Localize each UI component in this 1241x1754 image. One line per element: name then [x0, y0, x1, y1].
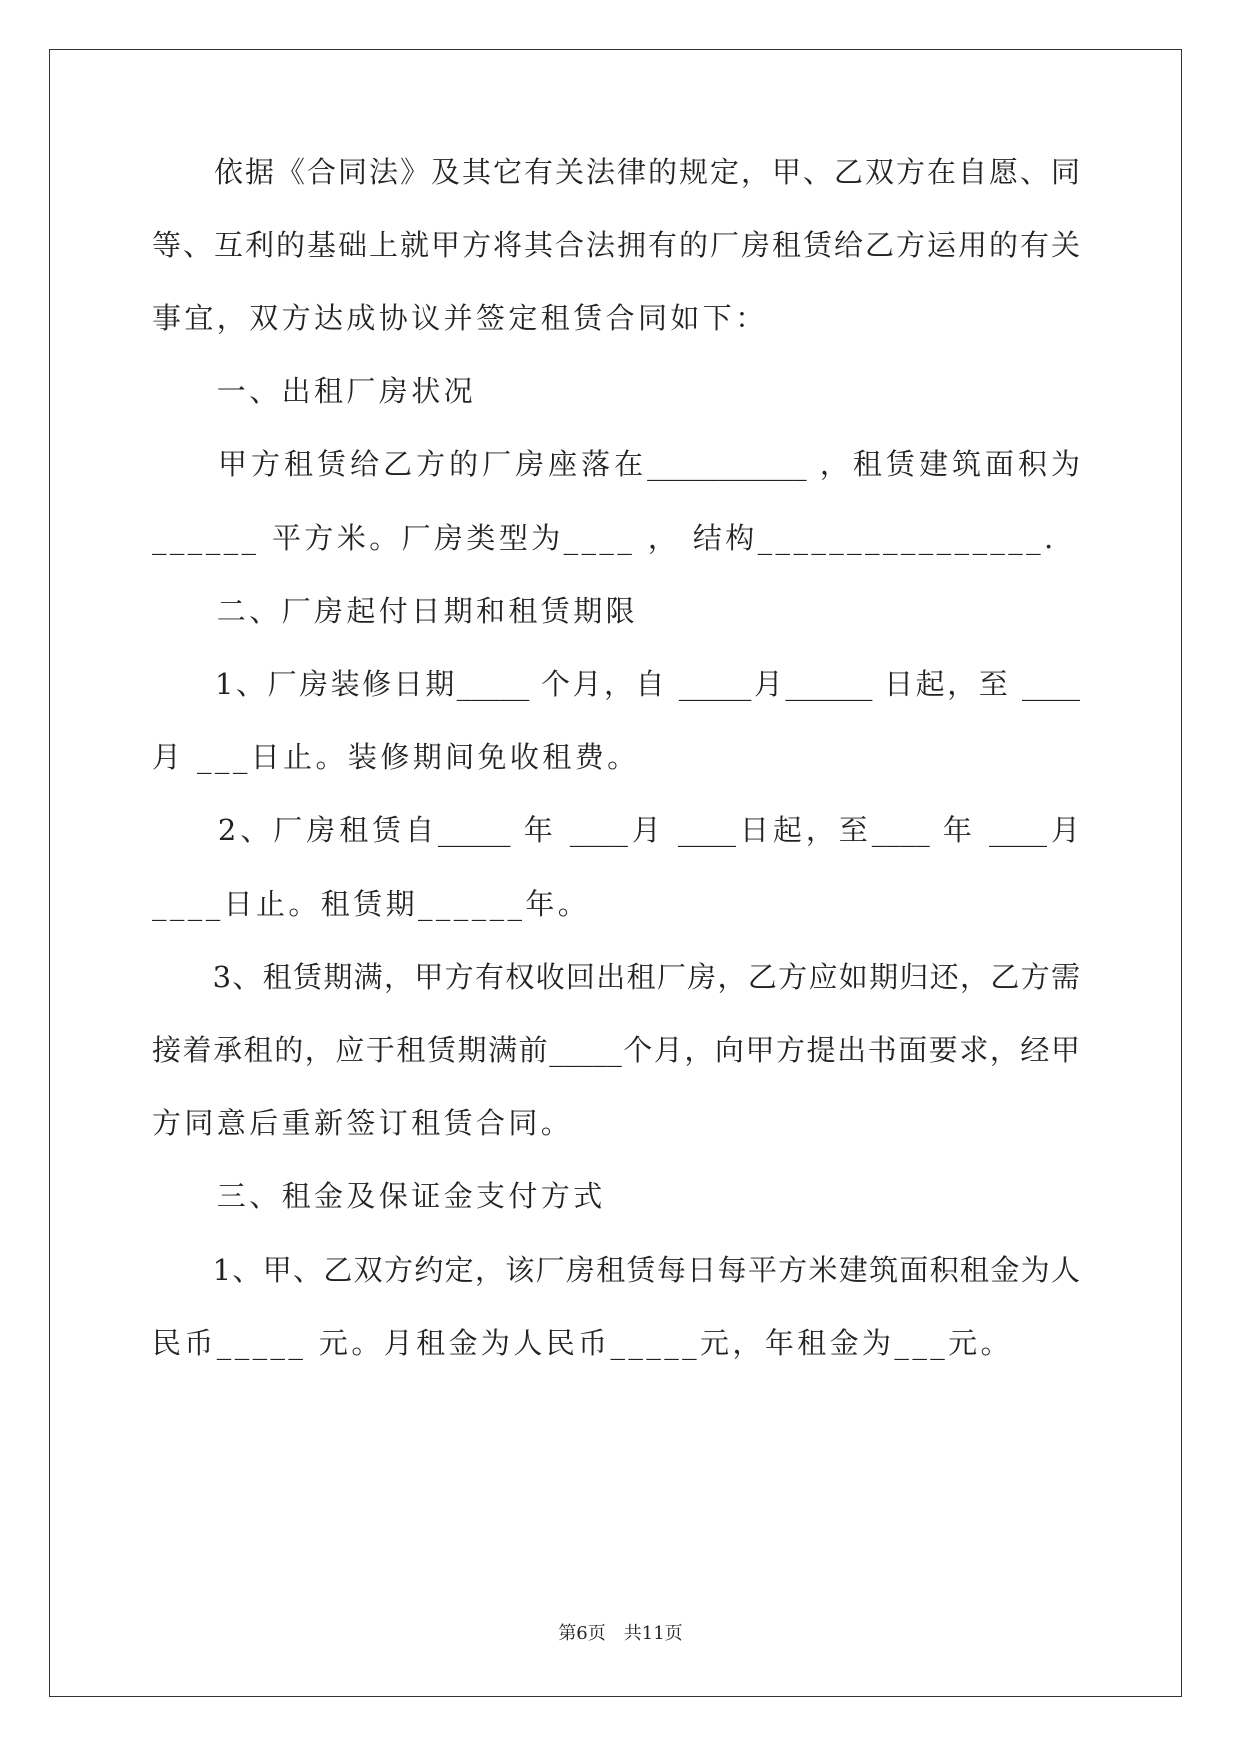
paragraph-line: 3、租赁期满，甲方有权收回出租厂房，乙方应如期归还，乙方需	[152, 960, 1080, 994]
paragraph-line: 方同意后重新签订租赁合同。	[152, 1106, 574, 1140]
paragraph-line: 接着承租的，应于租赁期满前_____个月，向甲方提出书面要求，经甲	[152, 1033, 1080, 1067]
page-number-footer: 第6页 共11页	[558, 1623, 683, 1644]
section-heading: 二、厂房起付日期和租赁期限	[152, 594, 639, 628]
paragraph-line: 1、厂房装修日期_____ 个月，自 _____月______ 日起，至 ____	[152, 667, 1080, 701]
paragraph-line: 民币_____ 元。月租金为人民币_____元，年租金为___元。	[152, 1326, 1013, 1360]
paragraph-line: 1、甲、乙双方约定，该厂房租赁每日每平方米建筑面积租金为人	[152, 1253, 1080, 1287]
paragraph-line: 等、互利的基础上就甲方将其合法拥有的厂房租赁给乙方运用的有关	[152, 228, 1080, 262]
paragraph-line: ____日止。租赁期______年。	[152, 887, 591, 921]
paragraph-line: 2、厂房租赁自_____ 年 ____月 ____日起，至____ 年 ____月	[152, 813, 1080, 847]
paragraph-line: 事宜，双方达成协议并签定租赁合同如下：	[152, 301, 768, 335]
page-border	[49, 49, 1182, 1697]
section-heading: 三、租金及保证金支付方式	[152, 1179, 606, 1213]
paragraph-line: 甲方租赁给乙方的厂房座落在___________ ，租赁建筑面积为	[152, 447, 1080, 481]
paragraph-line: 依据《合同法》及其它有关法律的规定，甲、乙双方在自愿、同	[152, 155, 1080, 189]
paragraph-line: 月 ___日止。装修期间免收租费。	[152, 740, 640, 774]
section-heading: 一、出租厂房状况	[152, 374, 477, 408]
paragraph-line: ______ 平方米。厂房类型为____ ， 结构________________.	[152, 521, 1057, 555]
